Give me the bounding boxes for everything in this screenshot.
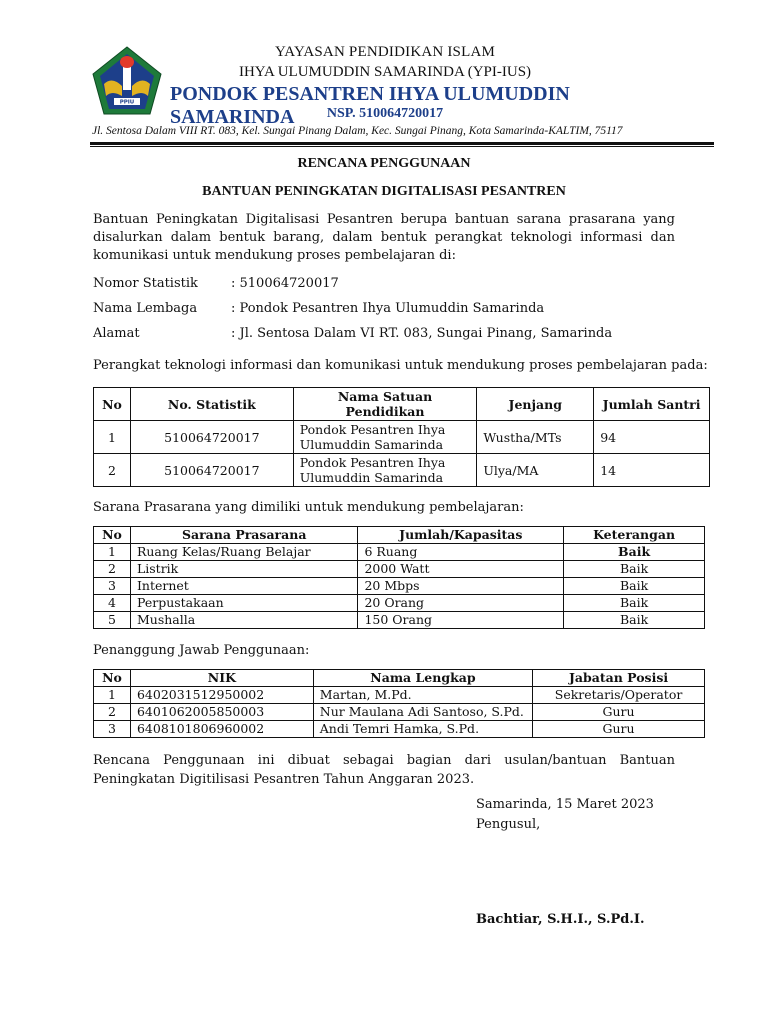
letterhead-address: Jl. Sentosa Dalam VIII RT. 083, Kel. Sungai Pinang Dalam, Kec. Sungai Pinang, Kota Samarinda-KALTIM, 75117	[92, 125, 623, 137]
table-cell: Martan, M.Pd.	[313, 687, 532, 704]
table-cell: Perpustakaan	[130, 595, 357, 612]
table-cell: 6 Ruang	[358, 544, 564, 561]
table-header-row	[94, 670, 705, 687]
table-header-cell: No. Statistik	[130, 388, 293, 421]
table-header-cell: Nama Satuan Pendidikan	[293, 388, 477, 421]
table-cell: 14	[594, 454, 710, 487]
table-cell: 20 Orang	[358, 595, 564, 612]
field-value-institution: : Pondok Pesantren Ihya Ulumuddin Samarinda	[231, 301, 545, 316]
table-cell: Mushalla	[130, 612, 357, 629]
table3-intro: Penanggung Jawab Penggunaan:	[93, 643, 310, 658]
table-cell: 510064720017	[130, 454, 293, 487]
table-cell: Baik	[564, 561, 705, 578]
table-cell: Ruang Kelas/Ruang Belajar	[130, 544, 357, 561]
table-header-cell: Keterangan	[564, 527, 705, 544]
field-value-statistic-number: : 510064720017	[231, 276, 339, 291]
table-header-cell: No	[94, 670, 131, 687]
facilities-table	[93, 526, 705, 629]
document-subtitle: BANTUAN PENINGKATAN DIGITALISASI PESANTREN	[202, 184, 566, 199]
table-cell: 2	[94, 704, 131, 721]
field-label-institution: Nama Lembaga	[93, 301, 198, 316]
table-cell: 4	[94, 595, 131, 612]
school-name: PONDOK PESANTREN IHYA ULUMUDDIN SAMARINDA	[170, 83, 570, 128]
table-header-cell: Sarana Prasarana	[130, 527, 357, 544]
table-cell: 6402031512950002	[130, 687, 313, 704]
table-row	[94, 687, 705, 704]
field-label-address: Alamat	[93, 326, 140, 341]
table-cell: 510064720017	[130, 421, 293, 454]
table-header-row	[94, 527, 705, 544]
table-header-cell: No	[94, 388, 131, 421]
table-cell: Pondok Pesantren Ihya Ulumuddin Samarinda	[293, 421, 477, 454]
table2-intro: Sarana Prasarana yang dimiliki untuk mendukung pembelajaran:	[93, 500, 524, 515]
table-cell: Internet	[130, 578, 357, 595]
table-cell: 150 Orang	[358, 612, 564, 629]
table-cell: 94	[594, 421, 710, 454]
table-cell: Baik	[564, 595, 705, 612]
table-row	[94, 721, 705, 738]
table-cell: Guru	[533, 721, 705, 738]
table-cell: 20 Mbps	[358, 578, 564, 595]
closing-paragraph: Rencana Penggunaan ini dibuat sebagai bagian dari usulan/bantuan Bantuan Peningkatan Digitilisasi Pesantren Tahun Anggaran 2023.	[93, 753, 675, 787]
signature-place-date: Samarinda, 15 Maret 2023	[476, 797, 654, 812]
table-header-cell: NIK	[130, 670, 313, 687]
institution-logo-icon	[92, 46, 162, 116]
responsible-persons-table	[93, 669, 705, 738]
table-row	[94, 561, 705, 578]
table-cell: 1	[94, 687, 131, 704]
table-cell: 1	[94, 421, 131, 454]
table1-intro: Perangkat teknologi informasi dan komunikasi untuk mendukung proses pembelajaran pada:	[93, 358, 708, 373]
table-cell: 2000 Watt	[358, 561, 564, 578]
table-header-cell: Jumlah Santri	[594, 388, 710, 421]
nsp-number: NSP. 510064720017	[326, 106, 444, 121]
field-value-address: : Jl. Sentosa Dalam VI RT. 083, Sungai Pinang, Samarinda	[231, 326, 613, 341]
table-cell: 5	[94, 612, 131, 629]
table-row	[94, 454, 710, 487]
table-cell: Nur Maulana Adi Santoso, S.Pd.	[313, 704, 532, 721]
logo-text: PPIU	[119, 99, 135, 106]
table-cell: Baik	[564, 544, 705, 561]
signature-role: Pengusul,	[476, 817, 541, 832]
foundation-name: YAYASAN PENDIDIKAN ISLAM	[274, 44, 496, 60]
table-header-cell: Jenjang	[477, 388, 594, 421]
table-row	[94, 612, 705, 629]
letterhead-divider-thick	[90, 142, 714, 145]
table-header-cell: No	[94, 527, 131, 544]
education-unit-table	[93, 387, 710, 487]
foundation-subname: IHYA ULUMUDDIN SAMARINDA (YPI-IUS)	[238, 64, 532, 80]
intro-paragraph: Bantuan Peningkatan Digitalisasi Pesantren berupa bantuan sarana prasarana yang disalurkan dalam bentuk barang, dalam bentuk perangkat teknologi informasi dan komunikasi untuk mendukung proses pembelajaran di:	[93, 212, 675, 263]
table-row	[94, 421, 710, 454]
table-cell: 6408101806960002	[130, 721, 313, 738]
table-cell: Listrik	[130, 561, 357, 578]
table-cell: 2	[94, 561, 131, 578]
table-cell: Baik	[564, 578, 705, 595]
table-cell: 2	[94, 454, 131, 487]
table-cell: Pondok Pesantren Ihya Ulumuddin Samarinda	[293, 454, 477, 487]
table-cell: 3	[94, 578, 131, 595]
document-title: RENCANA PENGGUNAAN	[297, 156, 471, 171]
table-cell: 3	[94, 721, 131, 738]
table-row	[94, 544, 705, 561]
table-cell: Sekretaris/Operator	[533, 687, 705, 704]
table-header-row	[94, 388, 710, 421]
table-row	[94, 595, 705, 612]
table-header-cell: Nama Lengkap	[313, 670, 532, 687]
letterhead-divider-thin	[90, 146, 714, 147]
table-cell: 6401062005850003	[130, 704, 313, 721]
table-header-cell: Jabatan Posisi	[533, 670, 705, 687]
table-cell: 1	[94, 544, 131, 561]
table-row	[94, 704, 705, 721]
signatory-name: Bachtiar, S.H.I., S.Pd.I.	[476, 912, 645, 927]
table-cell: Guru	[533, 704, 705, 721]
table-cell: Andi Temri Hamka, S.Pd.	[313, 721, 532, 738]
table-row	[94, 578, 705, 595]
field-label-statistic-number: Nomor Statistik	[93, 276, 198, 291]
table-cell: Ulya/MA	[477, 454, 594, 487]
table-header-cell: Jumlah/Kapasitas	[358, 527, 564, 544]
table-cell: Wustha/MTs	[477, 421, 594, 454]
table-cell: Baik	[564, 612, 705, 629]
